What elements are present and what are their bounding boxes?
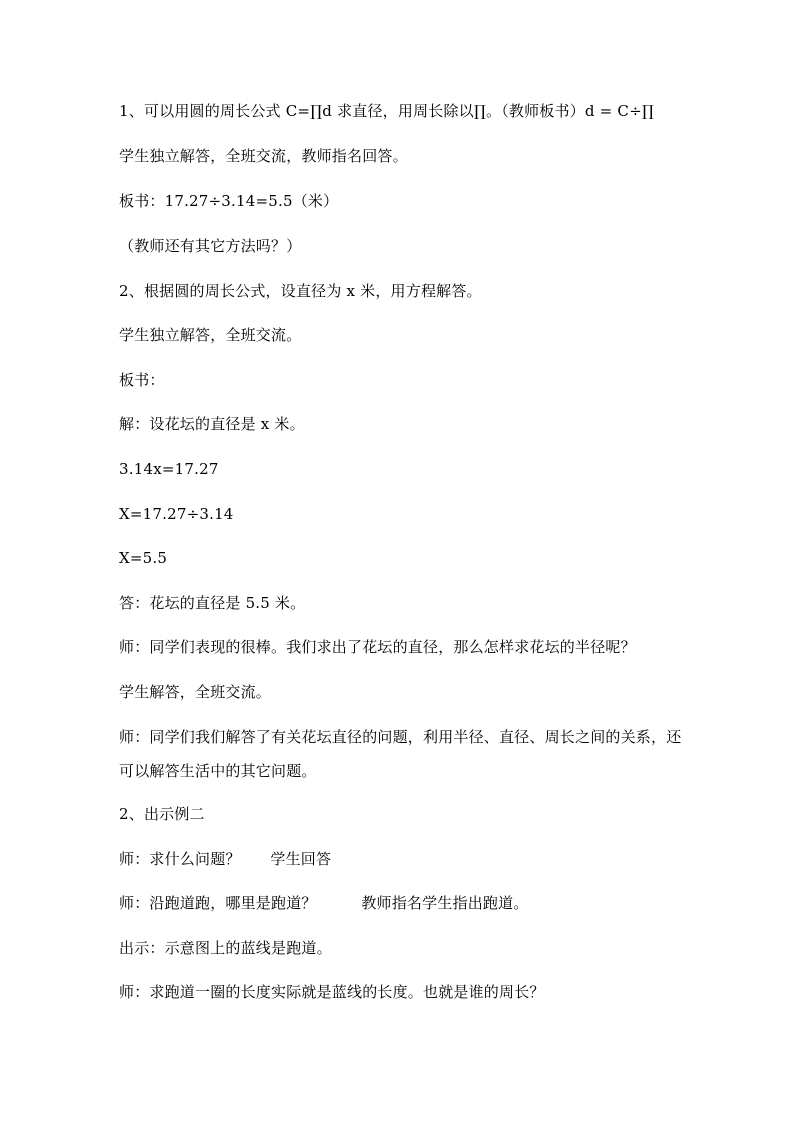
paragraph-8: 解：设花坛的直径是 x 米。 [119,415,305,433]
paragraph-11: X=5.5 [119,549,168,567]
paragraph-4: （教师还有其它方法吗？） [119,237,302,255]
paragraph-20: 师：求跑道一圈的长度实际就是蓝线的长度。也就是谁的周长？ [119,983,545,1001]
paragraph-18: 师：沿跑道跑，哪里是跑道？ 教师指名学生指出跑道。 [119,894,529,912]
paragraph-14: 学生解答，全班交流。 [119,683,272,701]
paragraph-16: 2、出示例二 [119,805,205,823]
paragraph-19: 出示：示意图上的蓝线是跑道。 [119,939,332,957]
paragraph-1: 1、可以用圆的周长公式 C=∏d 求直径，用周长除以∏。（教师板书）d = C÷∏ [119,102,654,120]
paragraph-17: 师：求什么问题？ 学生回答 [119,850,332,868]
paragraph-13: 师：同学们表现的很棒。我们求出了花坛的直径，那么怎样求花坛的半径呢？ [119,638,636,656]
paragraph-15: 师：同学们我们解答了有关花坛直径的问题，利用半径、直径、周长之间的关系，还可以解答生活中的其它问题。 [119,728,682,780]
paragraph-2: 学生独立解答，全班交流，教师指名回答。 [119,147,408,165]
paragraph-10: X=17.27÷3.14 [119,505,234,523]
paragraph-12: 答：花坛的直径是 5.5 米。 [119,594,306,612]
paragraph-5: 2、根据圆的周长公式，设直径为 x 米，用方程解答。 [119,282,482,300]
paragraph-6: 学生独立解答，全班交流。 [119,326,302,344]
paragraph-7: 板书： [119,371,165,389]
paragraph-3: 板书：17.27÷3.14=5.5（米） [119,192,339,210]
paragraph-9: 3.14x=17.27 [119,460,219,478]
